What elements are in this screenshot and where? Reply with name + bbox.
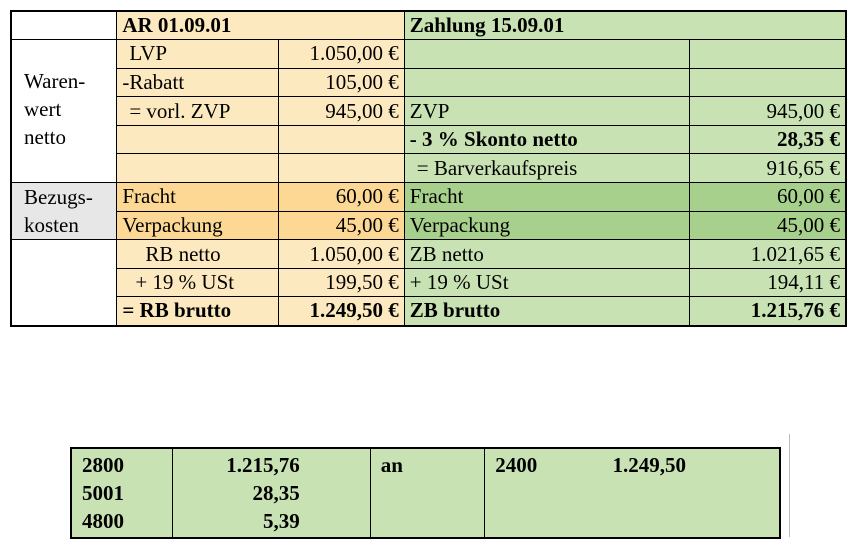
credit-amount: 1.249,50 [612, 453, 686, 477]
table-row [11, 154, 846, 183]
table-row [11, 211, 846, 240]
vertical-divider [789, 434, 790, 537]
z-label: - 3 % Skonto netto [404, 125, 689, 154]
ar-value: 60,00 € [279, 183, 405, 212]
debit-amount: 1.215,76 [226, 453, 300, 477]
z-value: 60,00 € [689, 183, 846, 212]
debit-account: 4800 [82, 509, 124, 533]
ar-value: 45,00 € [279, 211, 405, 240]
debit-amount: 28,35 [252, 481, 300, 505]
table-row [11, 297, 846, 326]
debit-amount: 5,39 [263, 509, 300, 533]
header-row [11, 11, 846, 40]
header-ar: AR 01.09.01 [117, 11, 404, 40]
ar-label: RB netto [117, 240, 279, 269]
z-value [689, 68, 846, 97]
an-cell [370, 448, 484, 538]
ar-value: 199,50 € [279, 268, 405, 297]
ar-value [279, 125, 405, 154]
table-row [11, 40, 846, 69]
z-value: 28,35 € [689, 125, 846, 154]
label-bezugskosten-text: Bezugs- kosten [24, 185, 93, 238]
debit-amounts-cell [173, 448, 371, 538]
ar-label: = vorl. ZVP [117, 97, 279, 126]
z-label [404, 68, 689, 97]
table-row [11, 183, 846, 212]
table-row [11, 240, 846, 269]
ar-value: 1.249,50 € [279, 297, 405, 326]
header-zahlung: Zahlung 15.09.01 [404, 11, 846, 40]
debit-accounts-cell [71, 448, 173, 538]
table-row [11, 268, 846, 297]
debit-account: 2800 [82, 453, 124, 477]
ar-label [117, 125, 279, 154]
booking-record-table [70, 447, 781, 539]
z-label: ZB netto [404, 240, 689, 269]
ar-label: Fracht [117, 183, 279, 212]
header-empty-cell [11, 11, 117, 40]
ar-value: 1.050,00 € [279, 40, 405, 69]
ar-label: -Rabatt [117, 68, 279, 97]
credit-account: 2400 [495, 453, 538, 477]
label-warenwert-text: Waren- wert netto [24, 69, 86, 150]
ar-label: LVP [117, 40, 279, 69]
booking-row [71, 448, 780, 538]
z-value: 1.215,76 € [689, 297, 846, 326]
z-label: Verpackung [404, 211, 689, 240]
empty-label-cell [11, 240, 117, 326]
an-label: an [380, 453, 403, 477]
z-value: 194,11 € [689, 268, 846, 297]
ar-label: Verpackung [117, 211, 279, 240]
z-label [404, 40, 689, 69]
ar-value [279, 154, 405, 183]
label-bezugskosten [11, 183, 117, 240]
z-label: Fracht [404, 183, 689, 212]
table-row [11, 125, 846, 154]
table-row [11, 97, 846, 126]
debit-account: 5001 [82, 481, 124, 505]
ar-value: 945,00 € [279, 97, 405, 126]
z-value: 1.021,65 € [689, 240, 846, 269]
label-warenwert [11, 40, 117, 183]
table-row [11, 68, 846, 97]
ar-label: + 19 % USt [117, 268, 279, 297]
ar-value: 105,00 € [279, 68, 405, 97]
z-label: + 19 % USt [404, 268, 689, 297]
credit-cell [485, 448, 780, 538]
ar-value: 1.050,00 € [279, 240, 405, 269]
z-value: 45,00 € [689, 211, 846, 240]
z-label: = Barverkaufspreis [404, 154, 689, 183]
z-label: ZB brutto [404, 297, 689, 326]
ar-label [117, 154, 279, 183]
z-label: ZVP [404, 97, 689, 126]
calculation-table [10, 10, 847, 327]
ar-label: = RB brutto [117, 297, 279, 326]
z-value: 916,65 € [689, 154, 846, 183]
z-value [689, 40, 846, 69]
z-value: 945,00 € [689, 97, 846, 126]
